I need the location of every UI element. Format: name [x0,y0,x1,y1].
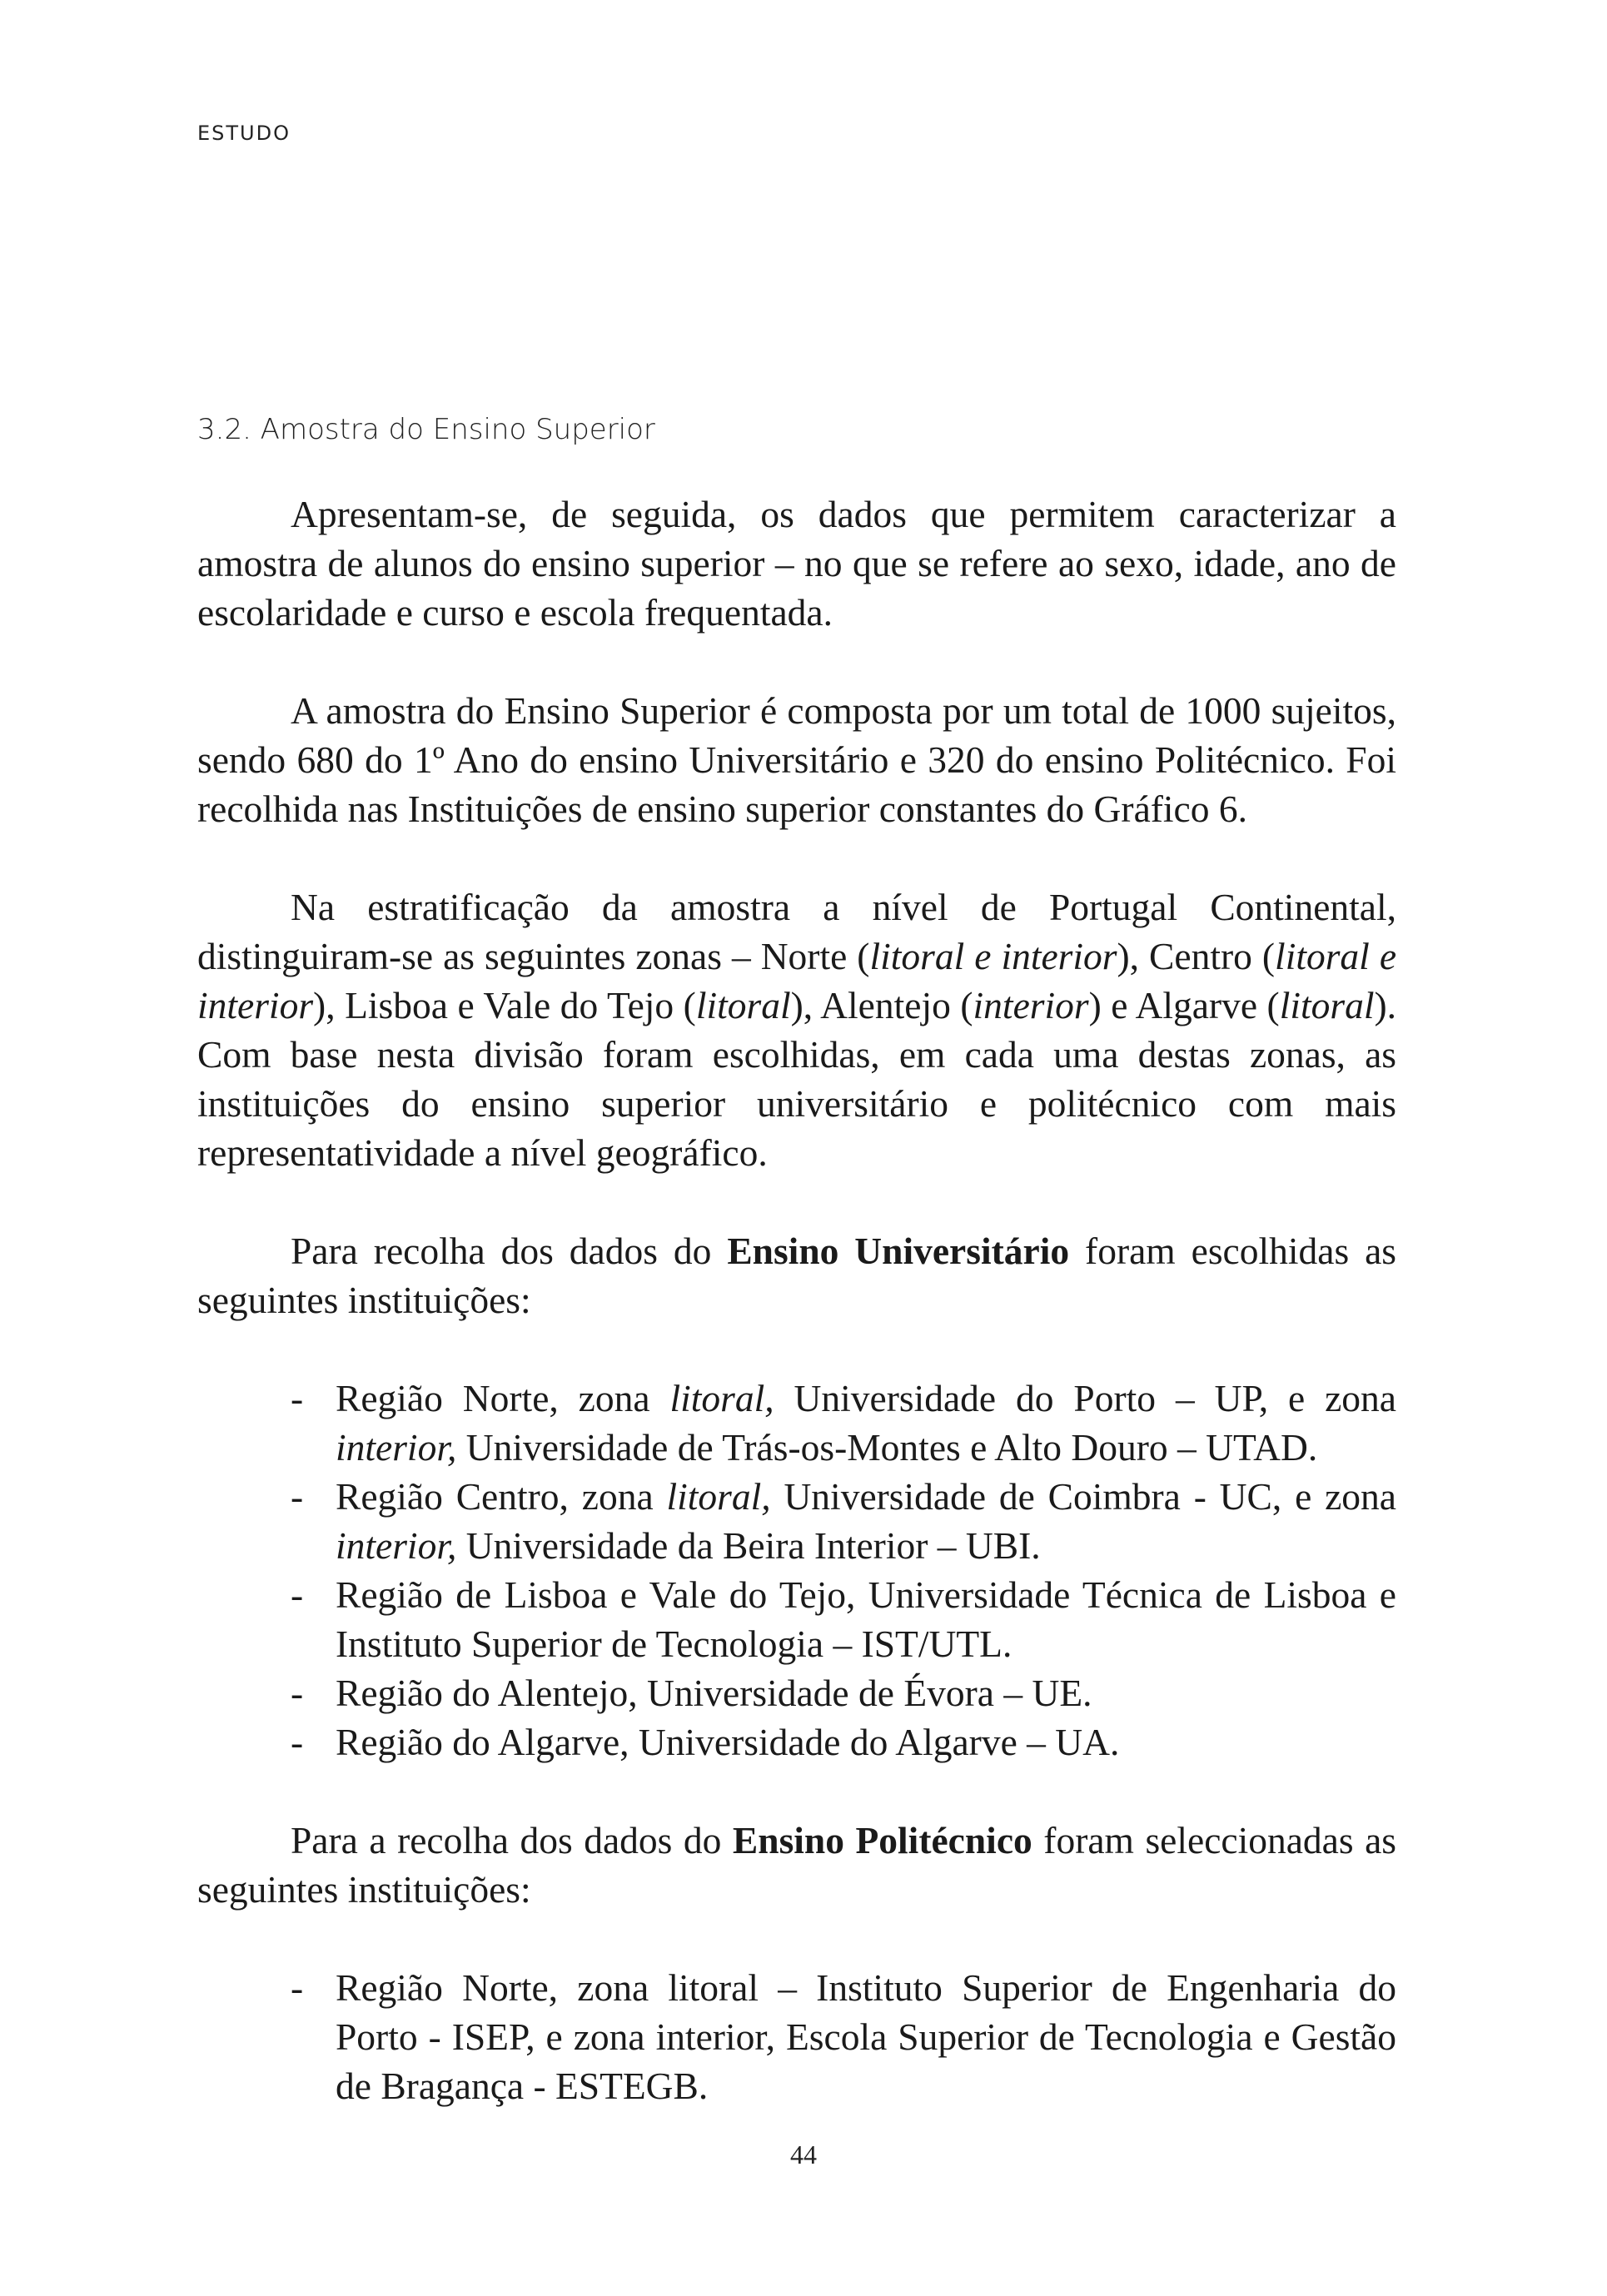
text-run: Para recolha dos dados do [291,1230,728,1272]
italic-run: interior, [336,1426,457,1469]
text-run: ), Centro ( [1117,935,1276,977]
text-run: Região do Alentejo, Universidade de Évora – UE. [336,1672,1092,1714]
text-run: ), Alentejo ( [790,984,973,1026]
italic-run: litoral, [666,1475,771,1518]
paragraph-intro: Apresentam-se, de seguida, os dados que permitem caracterizar a amostra de alunos do ensino superior – no que se refere ao sexo, idade, ano de escolaridade e curso e escola frequentada. [197,493,1396,634]
italic-run: litoral [1279,984,1375,1026]
page-number: 44 [790,2139,817,2169]
text-run: Na estratificação da amostra a nível de Portugal Continental, distinguiram-se as seguintes zonas – Norte ( [197,886,1396,977]
text-run: Universidade de Coimbra - UC, e zona [770,1475,1396,1518]
list-dash: - [291,1672,304,1714]
paragraph-stratification [197,882,1396,1177]
paragraph-university-intro [197,1226,1396,1324]
list-item [197,1963,1396,2110]
paragraph-polytechnic-intro [197,1816,1396,1914]
paragraph-sample-size: A amostra do Ensino Superior é composta por um total de 1000 sujeitos, sendo 680 do 1º Ano do ensino Universitário e 320 do ensino Politécnico. Foi recolhida nas Instituições de ensino superior constantes do Gráfico 6. [197,689,1396,830]
list-item [197,1374,1396,1472]
list-item [197,1668,1396,1717]
text-run: Região do Algarve, Universidade do Algarve – UA. [336,1721,1120,1763]
text-run: foram seleccionadas as seguintes instituições: [197,1819,1396,1911]
section-title: 3.2. Amostra do Ensino Superior [197,413,655,446]
list-dash: - [291,1573,304,1616]
text-run: Região Norte, zona [336,1377,670,1419]
bold-run: Ensino Universitário [727,1230,1070,1272]
bold-run: Ensino Politécnico [732,1819,1032,1861]
italic-run: interior [973,984,1089,1026]
text-run: ) e Algarve ( [1088,984,1280,1026]
text-run: Região Norte, zona litoral – Instituto Superior de Engenharia do Porto - ISEP, e zona interior, Escola Superior de Tecnologia e Gestão de Bragança - ESTEGB. [336,1966,1396,2107]
list-dash: - [291,1377,304,1419]
text-run: Região de Lisboa e Vale do Tejo, Universidade Técnica de Lisboa e Instituto Superior de Tecnologia – IST/UTL. [336,1573,1396,1665]
text-run: ). Com base nesta divisão foram escolhidas, em cada uma destas zonas, as instituições do ensino superior universitário e politécnico com mais representatividade a nível geográfico. [197,984,1397,1174]
text-run: Universidade de Trás-os-Montes e Alto Douro – UTAD. [456,1426,1318,1469]
text-run: foram escolhidas as seguintes instituições: [197,1230,1396,1321]
italic-run: litoral e interior [197,935,1397,1026]
text-run: ), Lisboa e Vale do Tejo ( [313,984,696,1026]
text-run: Universidade da Beira Interior – UBI. [456,1524,1041,1567]
polytechnic-list [197,1963,1396,2110]
text-run: Universidade do Porto – UP, e zona [774,1377,1396,1419]
italic-run: litoral, [669,1377,774,1419]
italic-run: interior, [336,1524,457,1567]
italic-run: litoral [695,984,791,1026]
list-item [197,1717,1396,1767]
list-item [197,1570,1396,1668]
list-dash: - [291,1966,304,2009]
text-run: Para a recolha dos dados do [291,1819,733,1861]
list-item [197,1472,1396,1570]
document-body [197,490,1396,2159]
university-list [197,1374,1396,1767]
list-dash: - [291,1475,304,1518]
running-header: ESTUDO [197,122,291,145]
list-dash: - [291,1721,304,1763]
italic-run: litoral e interior [869,935,1117,977]
text-run: Região Centro, zona [336,1475,667,1518]
